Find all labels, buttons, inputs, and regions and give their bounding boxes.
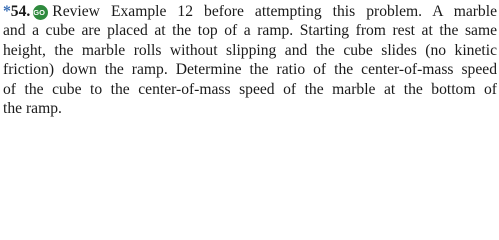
challenge-star-icon: * <box>3 3 11 20</box>
problem-text-line-1: Review Example 12 before attempting this problem. A marble <box>52 3 497 20</box>
problem-line-3: height, the marble rolls without slipping and the cube slides (no kinetic <box>3 41 497 59</box>
problem-line-2: and a cube are placed at the top of a ramp. Starting from rest at the same <box>3 22 497 40</box>
problem-line-6: the ramp. <box>3 100 62 118</box>
go-badge-icon: GO <box>33 5 48 20</box>
problem-line-5: of the cube to the center-of-mass speed of the marble at the bottom of <box>3 80 497 98</box>
problem-line-1 <box>3 2 497 21</box>
problem-line-4: friction) down the ramp. Determine the ratio of the center-of-mass speed <box>3 61 497 79</box>
problem-54 <box>3 2 497 118</box>
problem-number: 54. <box>10 3 31 20</box>
